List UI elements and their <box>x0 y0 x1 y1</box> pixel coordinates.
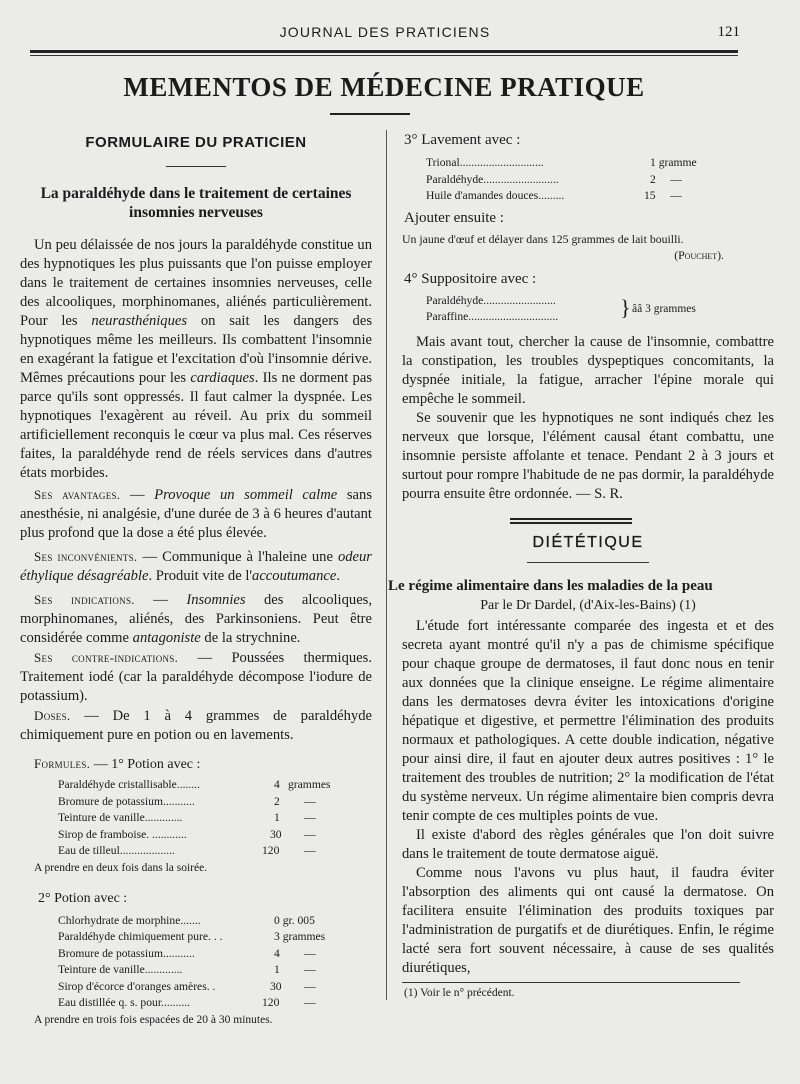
section-rule <box>166 166 226 167</box>
journal-name: JOURNAL DES PRATICIENS <box>279 24 491 40</box>
prescription-row: Paraldéhyde chimiquement pure. . . 3 grammes <box>58 930 326 943</box>
potion1-list <box>58 777 372 860</box>
prescription-row: Chlorhydrate de morphine....... 0 gr. 005 <box>58 913 315 927</box>
article-title-line2: insomnies nerveuses <box>129 204 263 221</box>
prescription-row: Teinture de vanille............. 1 — <box>58 811 316 824</box>
inconvenients-paragraph: Ses inconvénients. — Communique à l'haleine une odeur éthylique désagréable. Produit vite de l'accoutumance. <box>20 549 372 584</box>
title-underline <box>330 113 410 115</box>
potion1-note: A prendre en deux fois dans la soirée. <box>34 861 208 874</box>
header-rule <box>30 50 738 53</box>
prescription-row: Huile d'amandes douces......... 15 — <box>426 189 682 202</box>
left-column <box>20 134 372 1029</box>
prescription-row: Eau distillée q. s. pour.......... 120 — <box>58 996 316 1009</box>
ajouter-line: Ajouter ensuite : <box>404 209 504 226</box>
prescription-row: Trional............................. 1 gramme <box>426 156 697 169</box>
footnote: (1) Voir le n° précédent. <box>404 986 515 999</box>
footnote-rule <box>402 982 740 983</box>
article2-title: Le régime alimentaire dans les maladies de la peau <box>388 577 713 594</box>
prescription-row: Bromure de potassium........... 4 — <box>58 946 316 960</box>
jaune-line: Un jaune d'œuf et délayer dans 125 grammes de lait bouilli. <box>402 231 684 246</box>
prescription-row: Paraldéhyde cristallisable........ 4 grammes <box>58 778 331 791</box>
mais-avant-paragraph: Mais avant tout, chercher la cause de l'insomnie, combattre la constipation, les troubles dyspeptiques concomitants, la dyspnée initiale, la fatigue, arracher l'épine morale qui empêche le sommeil. <box>402 333 774 407</box>
prescription-row: Paraffine............................... <box>426 310 559 323</box>
lavement-heading: 3° Lavement avec : <box>404 132 521 148</box>
brace-icon: } <box>620 294 631 320</box>
right-column <box>388 130 774 999</box>
page-title: MEMENTOS DE MÉDECINE PRATIQUE <box>123 72 645 102</box>
article2-byline: Par le Dr Dardel, (d'Aix-les-Bains) (1) <box>480 597 696 613</box>
suppositoire-heading: 4° Suppositoire avec : <box>404 270 537 287</box>
running-header <box>30 24 740 44</box>
formules-heading: Formules. — 1° Potion avec : <box>34 756 201 772</box>
article-title-line1: La paraldéhyde dans le traitement de certaines <box>40 185 352 202</box>
header-rule-thin <box>30 55 738 56</box>
intro-paragraph: Un peu délaissée de nos jours la paraldéhyde constitue un des hypnotiques les plus puissants que l'on puisse employer dans le traitement de certaines insomnies nerveuses, celle des alcooliques, morphinomanes, aliénés particulièrement. Pour les neurasthéniques on sait les dangers des hypnotiques même les meilleurs. Ils combattent l'insomnie en exagérant la fatigue et l'excitation d'où l'insomnie dérive. Mêmes précautions pour les cardiaques. Ils ne dorment pas parce qu'ils sont oppressés. Il faut calmer la dyspnée. Les hypnotiques l'exagèrent au réveil. Au prix du sommeil artificiellement reconquis le cœur va plus mal. Ces réserves faites, la paraldéhyde rend de réels services dans d'autres états morbides. <box>20 237 372 481</box>
lavement-list <box>426 155 774 205</box>
suppositoire-quantity: ââ 3 grammes <box>632 302 696 315</box>
section-rule <box>527 562 649 563</box>
prescription-row: Teinture de vanille............. 1 — <box>58 963 316 976</box>
indications-paragraph: Ses indications. — Insomnies des alcooliques, morphinomanes, aliénés, des Parkinsoniens. Peut être considérée comme antagoniste de la strychnine. <box>20 592 372 646</box>
dietetique-paragraph-2: Il existe d'abord des règles générales que l'on doit suivre dans le traitement de toute dermatose aiguë. <box>402 826 774 862</box>
prescription-row: Bromure de potassium........... 2 — <box>58 794 316 808</box>
avantages-paragraph: Ses avantages. — Provoque un sommeil calme sans anesthésie, ni analgésie, d'une durée de 3 à 6 heures d'autant plus profond que la dose a été plus élevée. <box>20 487 373 541</box>
dietetique-paragraph-1: L'étude fort intéressante comparée des ingesta et et des secreta ayant montré qu'il n'y a pas de chimisme spécifique pour chaque groupe de dermatoses, il faut donc nous en tenir aux données que la clinique enseigne. Le régime alimentaire dans les dermatoses devra éviter les intoxications d'origine hépatique et digestive, et permettre l'élimination des produits normaux et pathologiques. A cette double indication, négative pour ainsi dire, il faut en ajouter deux autres positives : 1° le traitement des troubles de nutrition; 2° la modification de l'état du système nerveux. Un régime alimentaire bien compris devra tenir compte de ces multiples points de vue. <box>402 617 774 824</box>
suppositoire-list <box>426 293 774 327</box>
prescription-row: Sirop d'écorce d'oranges amères. . 30 — <box>58 979 316 993</box>
column-divider <box>386 130 387 1000</box>
prescription-row: Eau de tilleul................... 120 — <box>58 844 316 857</box>
source-pouchet: (Pouchet). <box>674 247 724 262</box>
doses-paragraph: Doses. — De 1 à 4 grammes de paraldéhyde chimiquement pure en potion ou en lavements. <box>20 708 372 743</box>
section-title-dietetique: DIÉTÉTIQUE <box>532 533 644 551</box>
potion2-list <box>58 913 372 1012</box>
dietetique-paragraph-3: Comme nous l'avons vu plus haut, il faudra éviter l'absorption des aliments qui ont causé la dermatose. On facilitera ensuite l'élimination des produits toxiques par l'administration de purgatifs et de diurétiques. Enfin, le régime lacté sera fort souvent nécessaire, à cause de ses qualités diurétiques, <box>402 864 774 976</box>
prescription-row: Paraldéhyde.......................... 2 — <box>426 172 682 186</box>
page-number: 121 <box>717 24 740 40</box>
se-souvenir-paragraph: Se souvenir que les hypnotiques ne sont indiqués chez les nerveux que lorsque, l'élément causal étant combattu, une insomnie persiste affolante et tenace. Pendant 2 à 3 jours et surtout pour rompre l'habitude de ne pas dormir, la paraldéhyde pourra ensuite être ordonnée. — S. R. <box>402 409 774 502</box>
potion2-heading: 2° Potion avec : <box>38 890 128 906</box>
contre-indications-paragraph: Ses contre-indications. — Poussées thermiques. Traitement iodé (car la paraldéhyde décompose l'iodure de potassium). <box>20 650 372 704</box>
section-separator <box>510 518 632 524</box>
prescription-row: Sirop de framboise. ............ 30 — <box>58 827 316 841</box>
potion2-note: A prendre en trois fois espacées de 20 à 30 minutes. <box>34 1013 273 1026</box>
prescription-row: Paraldéhyde......................... <box>426 293 556 307</box>
section-title-formulaire: FORMULAIRE DU PRATICIEN <box>85 134 307 151</box>
